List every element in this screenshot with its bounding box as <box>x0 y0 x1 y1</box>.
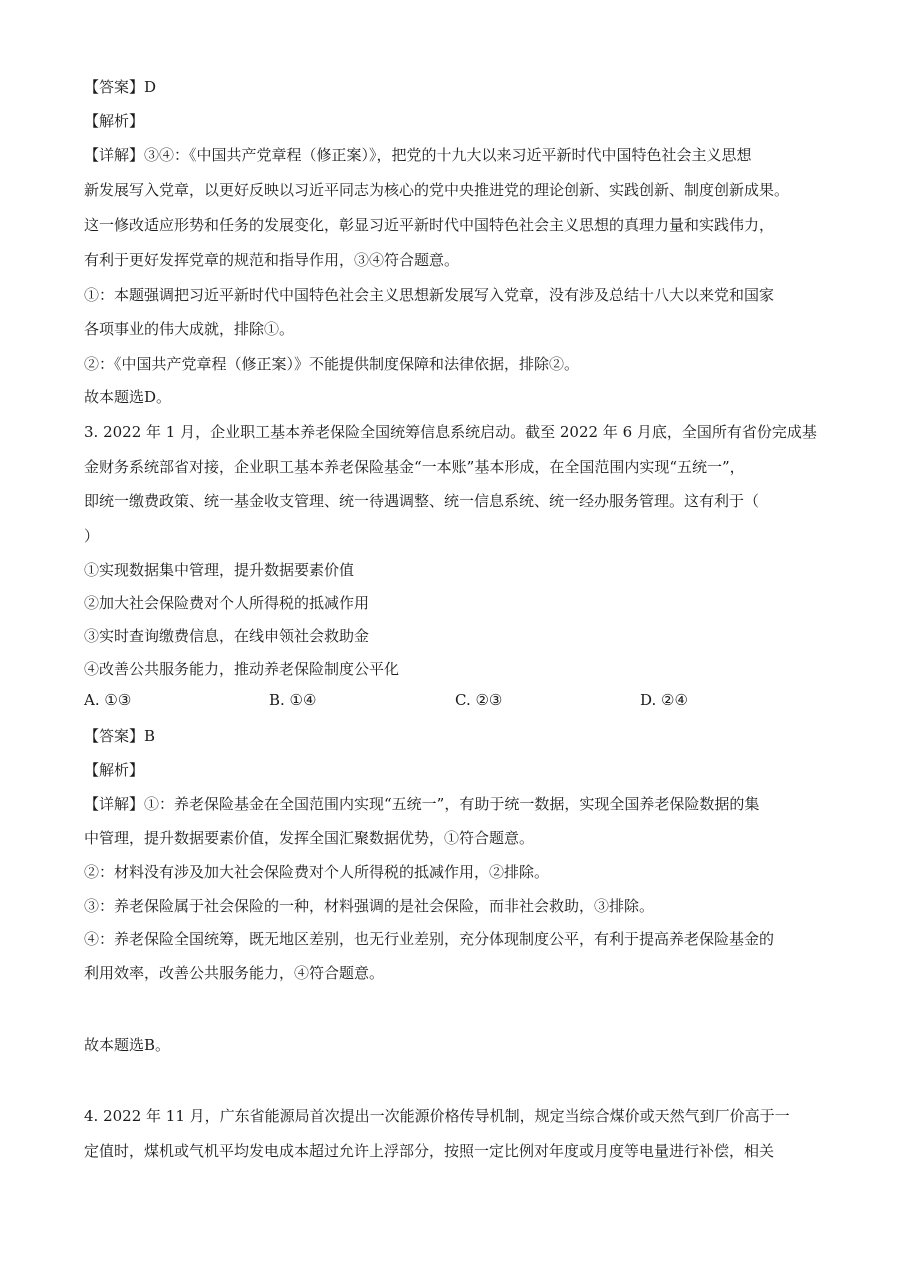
q3-item: ①实现数据集中管理，提升数据要素价值 <box>84 561 355 579</box>
answer-tag: 【答案】 <box>84 727 145 745</box>
q3-item: ②加大社会保险费对个人所得税的抵减作用 <box>84 594 370 612</box>
q3-analysis-tag: 【解析】 <box>84 761 145 779</box>
q3-detail-line: 【详解】①：养老保险基金在全国范围内实现“五统一”，有助于统一数据，实现全国养老保险数据的集 <box>84 795 760 813</box>
q3-stem-line: 即统一缴费政策、统一基金收支管理、统一待遇调整、统一信息系统、统一经办服务管理。这有利于（ <box>84 492 760 510</box>
q2-detail-line: ②：《中国共产党章程（修正案）》不能提供制度保障和法律依据，排除②。 <box>84 355 580 373</box>
q3-detail-line: 利用效率，改善公共服务能力，④符合题意。 <box>84 964 385 982</box>
q3-answer-line <box>84 726 844 746</box>
answer-tag: 【答案】 <box>84 78 145 96</box>
q2-detail-line: 各项事业的伟大成就，排除①。 <box>84 320 295 338</box>
option-b: B. ①④ <box>269 691 317 709</box>
q3-detail-line: ②：材料没有涉及加大社会保险费对个人所得税的抵减作用，②排除。 <box>84 863 550 881</box>
q2-detail-line: 【详解】③④：《中国共产党章程（修正案）》，把党的十九大以来习近平新时代中国特色社会主义思想 <box>84 146 752 164</box>
q2-detail-line: ①：本题强调把习近平新时代中国特色社会主义思想新发展写入党章，没有涉及总结十八大以来党和国家 <box>84 286 775 304</box>
q4-stem-line: 定值时，煤机或气机平均发电成本超过允许上浮部分，按照一定比例对年度或月度等电量进行补偿，相关 <box>84 1142 775 1160</box>
q2-detail-line: 有利于更好发挥党章的规范和指导作用，③④符合题意。 <box>84 251 460 269</box>
q3-stem-line: 3. 2022 年 1 月，企业职工基本养老保险全国统筹信息系统启动。截至 2022 年 6 月底，全国所有省份完成基 <box>84 423 817 441</box>
answer-value: B <box>144 727 156 745</box>
q4-stem-line: 4. 2022 年 11 月，广东省能源局首次提出一次能源价格传导机制，规定当综合煤价或天然气到厂价高于一 <box>84 1107 790 1125</box>
answer-value: D <box>144 78 157 96</box>
q2-detail-line: 这一修改适应形势和任务的发展变化，彰显习近平新时代中国特色社会主义思想的真理力量和实践伟力， <box>84 216 775 234</box>
q3-detail-line: ③：养老保险属于社会保险的一种，材料强调的是社会保险，而非社会救助，③排除。 <box>84 897 655 915</box>
option-a: A. ①③ <box>84 691 132 709</box>
q2-analysis-tag: 【解析】 <box>84 112 145 130</box>
q3-detail-line: 中管理，提升数据要素价值，发挥全国汇聚数据优势，①符合题意。 <box>84 829 535 847</box>
q3-item: ③实时查询缴费信息，在线申领社会救助金 <box>84 627 370 645</box>
q2-detail-line: 新发展写入党章，以更好反映以习近平同志为核心的党中央推进党的理论创新、实践创新、制度创新成果。 <box>84 181 790 199</box>
option-c: C. ②③ <box>455 691 503 709</box>
q3-options <box>84 690 844 710</box>
q2-answer-line <box>84 77 844 97</box>
q3-conclusion: 故本题选B。 <box>84 1036 171 1054</box>
q3-item: ④改善公共服务能力，推动养老保险制度公平化 <box>84 660 400 678</box>
q2-conclusion: 故本题选D。 <box>84 388 172 406</box>
q3-stem-line: ） <box>84 527 100 545</box>
q3-detail-line: ④：养老保险全国统筹，既无地区差别，也无行业差别，充分体现制度公平，有利于提高养老保险基金的 <box>84 930 775 948</box>
option-d: D. ②④ <box>640 691 688 709</box>
q3-stem-line: 金财务系统部省对接，企业职工基本养老保险基金“一本账”基本形成，在全国范围内实现“五统一”， <box>84 458 745 476</box>
